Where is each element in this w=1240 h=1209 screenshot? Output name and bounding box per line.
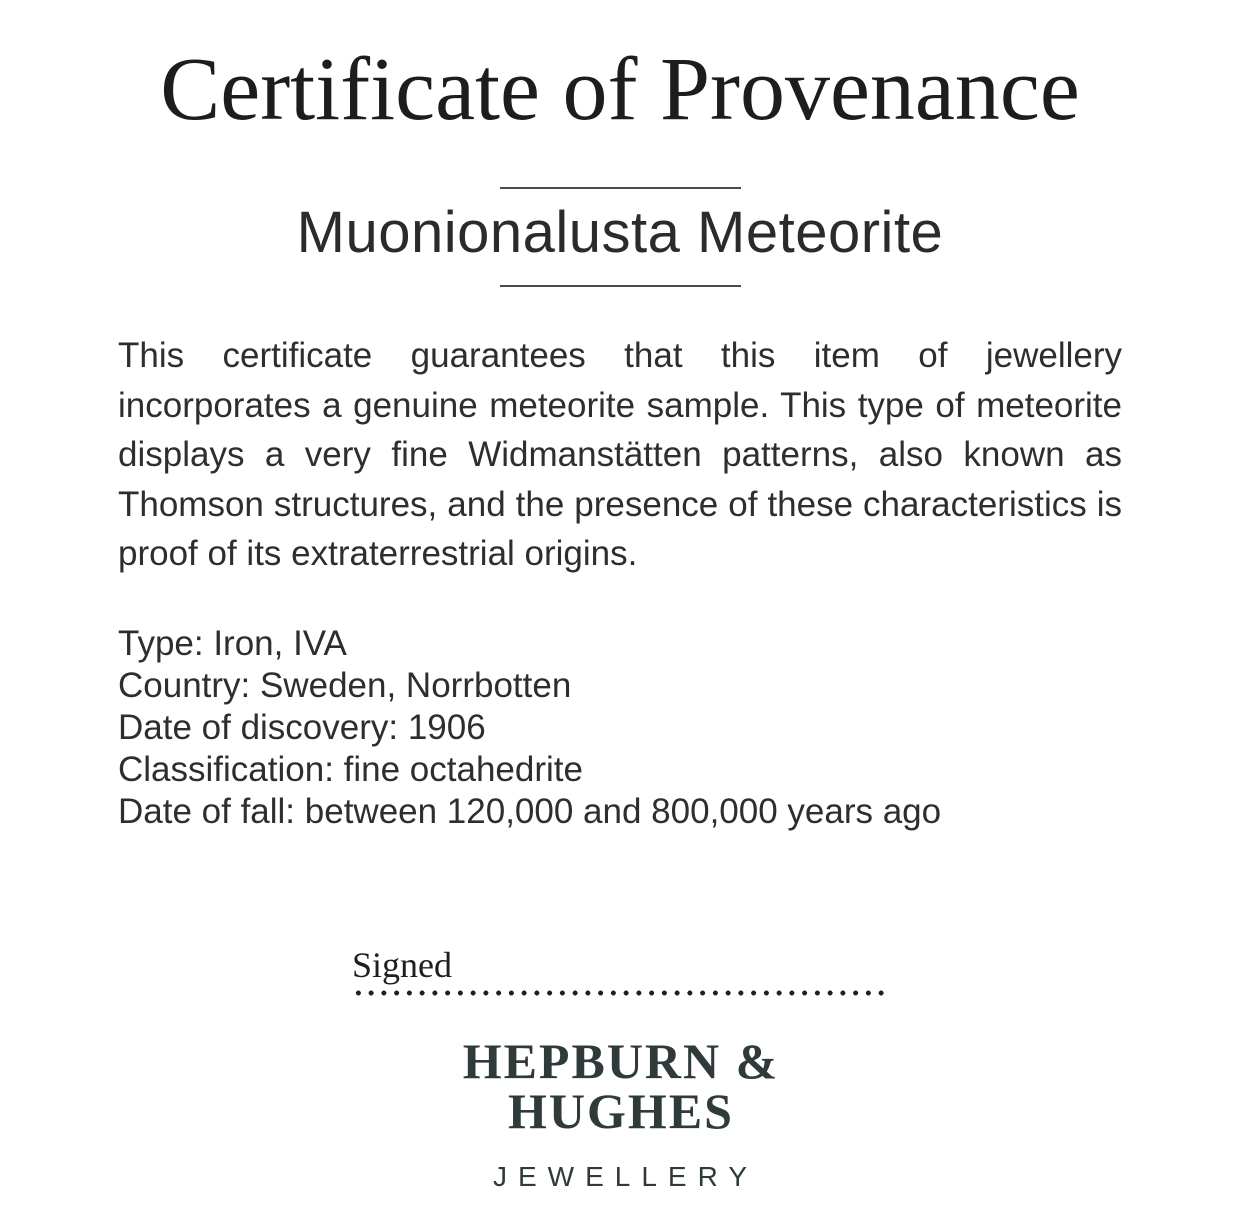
brand-tagline: JEWELLERY bbox=[493, 1160, 758, 1192]
detail-line-date-of-discovery: Date of discovery: 1906 bbox=[118, 707, 486, 747]
detail-line-type: Type: Iron, IVA bbox=[118, 623, 347, 663]
details-list bbox=[118, 623, 1122, 833]
certificate-page bbox=[0, 40, 1240, 1209]
detail-line-date-of-fall: Date of fall: between 120,000 and 800,000 years ago bbox=[118, 791, 942, 831]
page-title: Certificate of Provenance bbox=[160, 40, 1080, 139]
item-title: Muonionalusta Meteorite bbox=[296, 199, 944, 265]
signature-dotted-line bbox=[352, 990, 888, 996]
detail-line-country: Country: Sweden, Norrbotten bbox=[118, 665, 572, 705]
brand-name: HEPBURN & HUGHES bbox=[462, 1032, 780, 1139]
certificate-statement: This certificate guarantees that this item of jewellery incorporates a genuine meteorite sample. This type of meteorite displays a very fine Widmanstätten patterns, also known as Thomson structures, and the presence of these characteristics is proof of its extraterrestrial origins. bbox=[118, 336, 1122, 574]
divider-below-item-title bbox=[500, 285, 741, 287]
detail-line-classification: Classification: fine octahedrite bbox=[118, 749, 583, 789]
signature-label: Signed bbox=[352, 944, 453, 985]
signature-block bbox=[352, 944, 888, 1192]
divider-above-item-title bbox=[500, 187, 741, 189]
